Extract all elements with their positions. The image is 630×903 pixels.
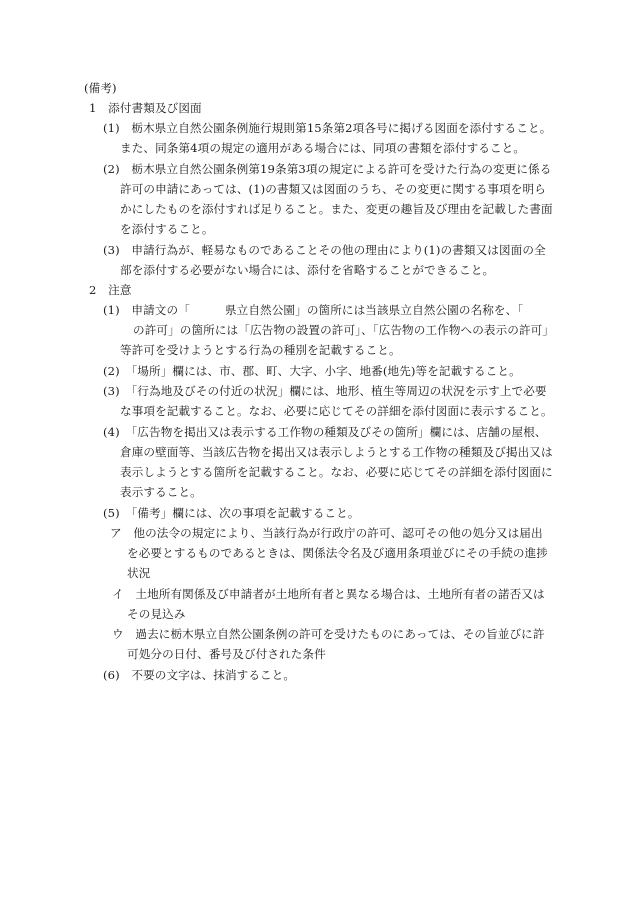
text-line: (3) 申請行為が、軽易なものであることその他の理由により(1)の書類又は図面の全 [103,243,546,257]
text-line: (2) 「場所」欄には、市、郡、町、大字、小字、地番(地先)等を記載すること。 [103,364,521,378]
text-line: を必要とするものであるときは、関係法令名及び適用条項並びにその手続の進捗 [127,546,548,560]
text-line: (3) 「行為地及びその付近の状況」欄には、地形、植生等周辺の状況を示す上で必要 [103,384,547,398]
text-line: 表示すること。 [120,485,202,499]
text-line: かにしたものを添付すれば足りること。また、変更の趣旨及び理由を記載した書面 [120,202,553,216]
text-line: 部を添付する必要がない場合には、添付を省略することができること。 [120,263,495,277]
text-line: (1) 申請文の「 県立自然公園」の箇所には当該県立自然公園の名称を、「 [103,303,524,317]
text-line: 可処分の日付、番号及び付された条件 [127,647,326,661]
text-line: (5) 「備考」欄には、次の事項を記載すること。 [103,506,360,520]
text-line: 状況 [127,566,151,580]
text-line: の許可」の箇所には「広告物の設置の許可」、「広告物の工作物への表示の許可」 [133,323,555,337]
text-line: イ 土地所有関係及び申請者が土地所有者と異なる場合は、土地所有者の諾否又は [112,587,545,601]
text-line: な事項を記載すること。なお、必要に応じてその詳細を添付図面に表示すること。 [120,404,553,418]
text-line: ウ 過去に栃木県立自然公園条例の許可を受けたものにあっては、その旨並びに許 [112,627,545,641]
text-line: (2) 栃木県立自然公園条例第19条第3項の規定による許可を受けた行為の変更に係る [103,162,552,176]
text-line: (1) 栃木県立自然公園条例施行規則第15条第2項各号に掲げる図面を添付すること。 [103,121,552,135]
text-line: また、同条第4項の規定の適用がある場合には、同項の書類を添付すること。 [120,141,526,155]
section-heading: 1 添付書類及び図面 [89,101,202,115]
text-line: 許可の申請にあっては、(1)の書類又は図面のうち、その変更に関する事項を明ら [120,182,546,196]
section-heading: 2 注意 [89,283,132,297]
text-line: ア 他の法令の規定により、当該行為が行政庁の許可、認可その他の処分又は届出 [110,526,543,540]
text-line: 等許可を受けようとする行為の種別を記載すること。 [120,343,401,357]
text-line: その見込み [127,607,186,621]
remarks-heading: (備考) [84,81,117,95]
text-line: 表示しようとする箇所を記載すること。なお、必要に応じてその詳細を添付図面に [120,465,553,479]
text-line: を添付すること。 [120,222,214,236]
text-line: 倉庫の壁面等、当該広告物を掲出又は表示しようとする工作物の種類及び掲出又は [120,445,553,459]
text-line: (4) 「広告物を掲出又は表示する工作物の種類及びその箇所」欄には、店舗の屋根、 [103,425,547,439]
text-line: (6) 不要の文字は、抹消すること。 [103,668,296,682]
